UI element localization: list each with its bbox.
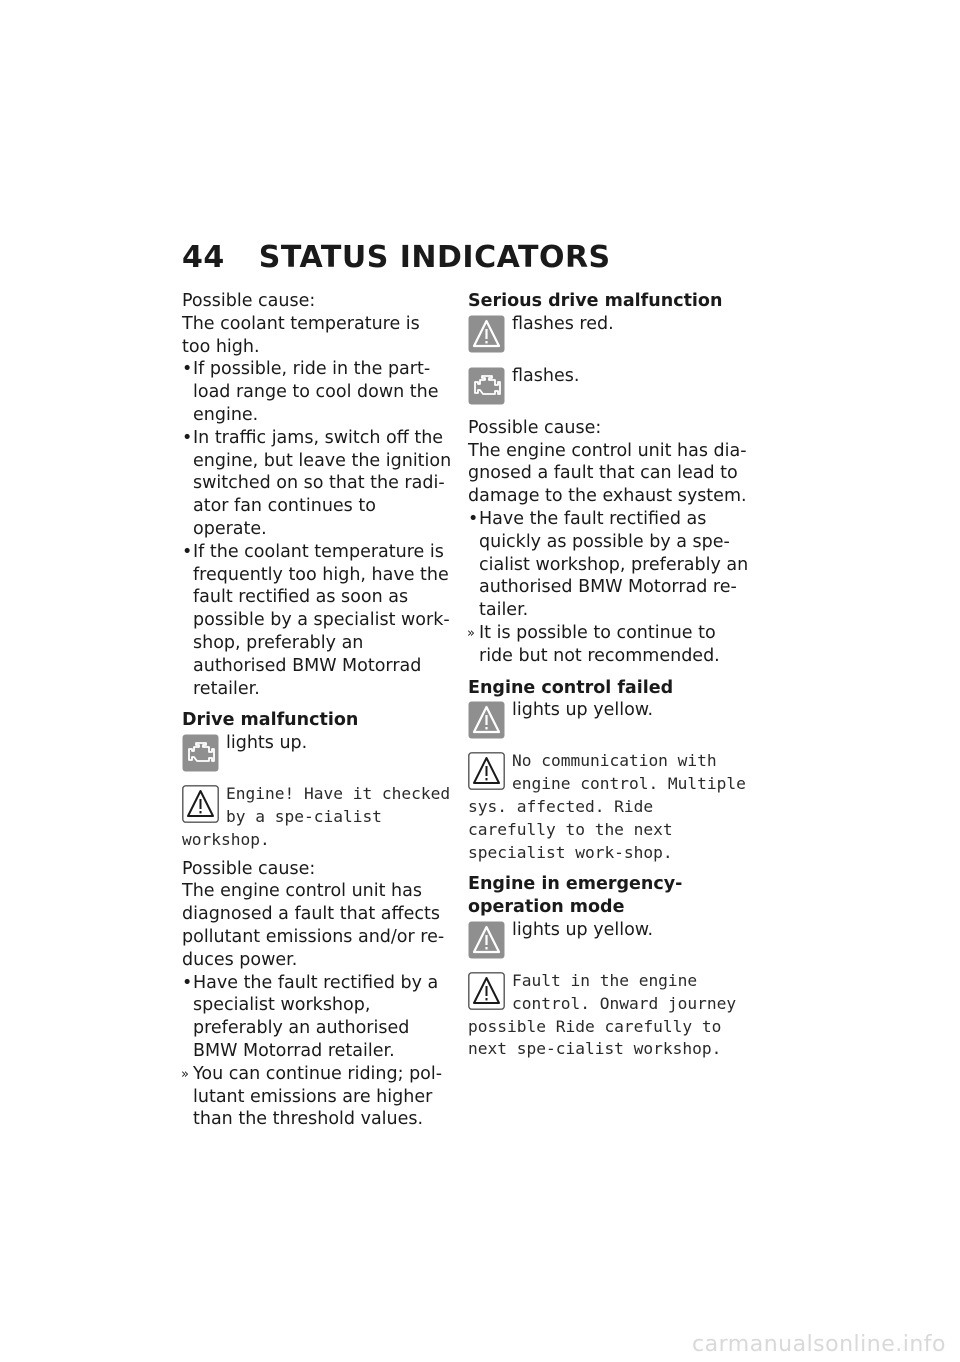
section-heading: Serious drive malfunction	[468, 291, 723, 311]
bullet-icon: •	[182, 541, 193, 562]
section-heading: Drive malfunction	[182, 710, 359, 731]
warning-triangle-icon	[468, 972, 505, 1010]
result-item: » It is possible to continue to ride but not recommended.	[467, 622, 720, 666]
list-item: • If the coolant temperature is frequently too high, have the fault rectified as soon as possible by a specialist work-shop, preferably an authorised BMW Motorrad retailer.	[182, 541, 450, 699]
display-message: Engine! Have it checked by a spe-cialist workshop.	[182, 784, 451, 849]
page-title: STATUS INDICATORS	[258, 240, 611, 275]
list-item: • Have the fault rectified as quickly as possible by a spe-cialist workshop, preferably an authorised BMW Motorrad re-tailer.	[468, 508, 749, 621]
bullet-icon: •	[182, 359, 193, 380]
indicator-line: flashes red.	[468, 313, 750, 359]
cause-label: Possible cause:	[182, 291, 316, 311]
warning-triangle-icon	[468, 752, 505, 790]
left-column	[182, 290, 452, 1131]
warning-triangle-icon	[468, 315, 505, 353]
result-arrow-icon: »	[181, 1066, 189, 1082]
section-heading: Engine control failed	[468, 677, 674, 698]
watermark: carmanualsonline.info	[692, 1332, 946, 1357]
warning-triangle-icon	[468, 701, 505, 739]
bullet-icon: •	[182, 427, 193, 448]
cause-text: The engine control unit has diagnosed a fault that affects pollutant emissions and/or re-duces power.	[182, 881, 445, 970]
list-item: • If possible, ride in the part-load range to cool down the engine.	[182, 359, 439, 425]
cause-label: Possible cause:	[468, 417, 602, 438]
section-heading: Engine in emergency-operation mode	[468, 874, 683, 918]
warning-triangle-icon	[468, 921, 505, 959]
result-arrow-icon: »	[467, 625, 475, 641]
result-item: » You can continue riding; pol-lutant emissions are higher than the threshold values.	[181, 1063, 443, 1130]
page-header	[182, 240, 611, 275]
indicator-line: flashes.	[468, 365, 750, 411]
bullet-icon: •	[182, 972, 193, 993]
display-message: Fault in the engine control. Onward journey possible Ride carefully to next spe-cialist workshop.	[468, 970, 737, 1059]
cause-text: The engine control unit has dia-gnosed a fault that can lead to damage to the exhaust system.	[468, 440, 747, 507]
display-message: No communication with engine control. Multiple sys. affected. Ride carefully to the next specialist work-shop.	[468, 751, 746, 862]
page-number: 44	[182, 240, 225, 275]
warning-triangle-icon	[182, 785, 219, 823]
engine-warning-icon	[182, 734, 219, 772]
engine-warning-icon	[468, 367, 505, 405]
list-item: • In traffic jams, switch off the engine, but leave the ignition switched on so that the radi-ator fan continues to operate.	[182, 427, 452, 539]
cause-label: Possible cause:	[182, 858, 316, 879]
right-column	[468, 290, 750, 1061]
indicator-line: lights up yellow.	[468, 919, 750, 965]
indicator-line: lights up yellow.	[468, 699, 750, 745]
list-item: • Have the fault rectified by a specialist workshop, preferably an authorised BMW Motorrad retailer.	[182, 972, 439, 1061]
indicator-line: lights up.	[182, 732, 452, 778]
cause-text: The coolant temperature is too high.	[182, 313, 420, 357]
bullet-icon: •	[468, 508, 479, 529]
